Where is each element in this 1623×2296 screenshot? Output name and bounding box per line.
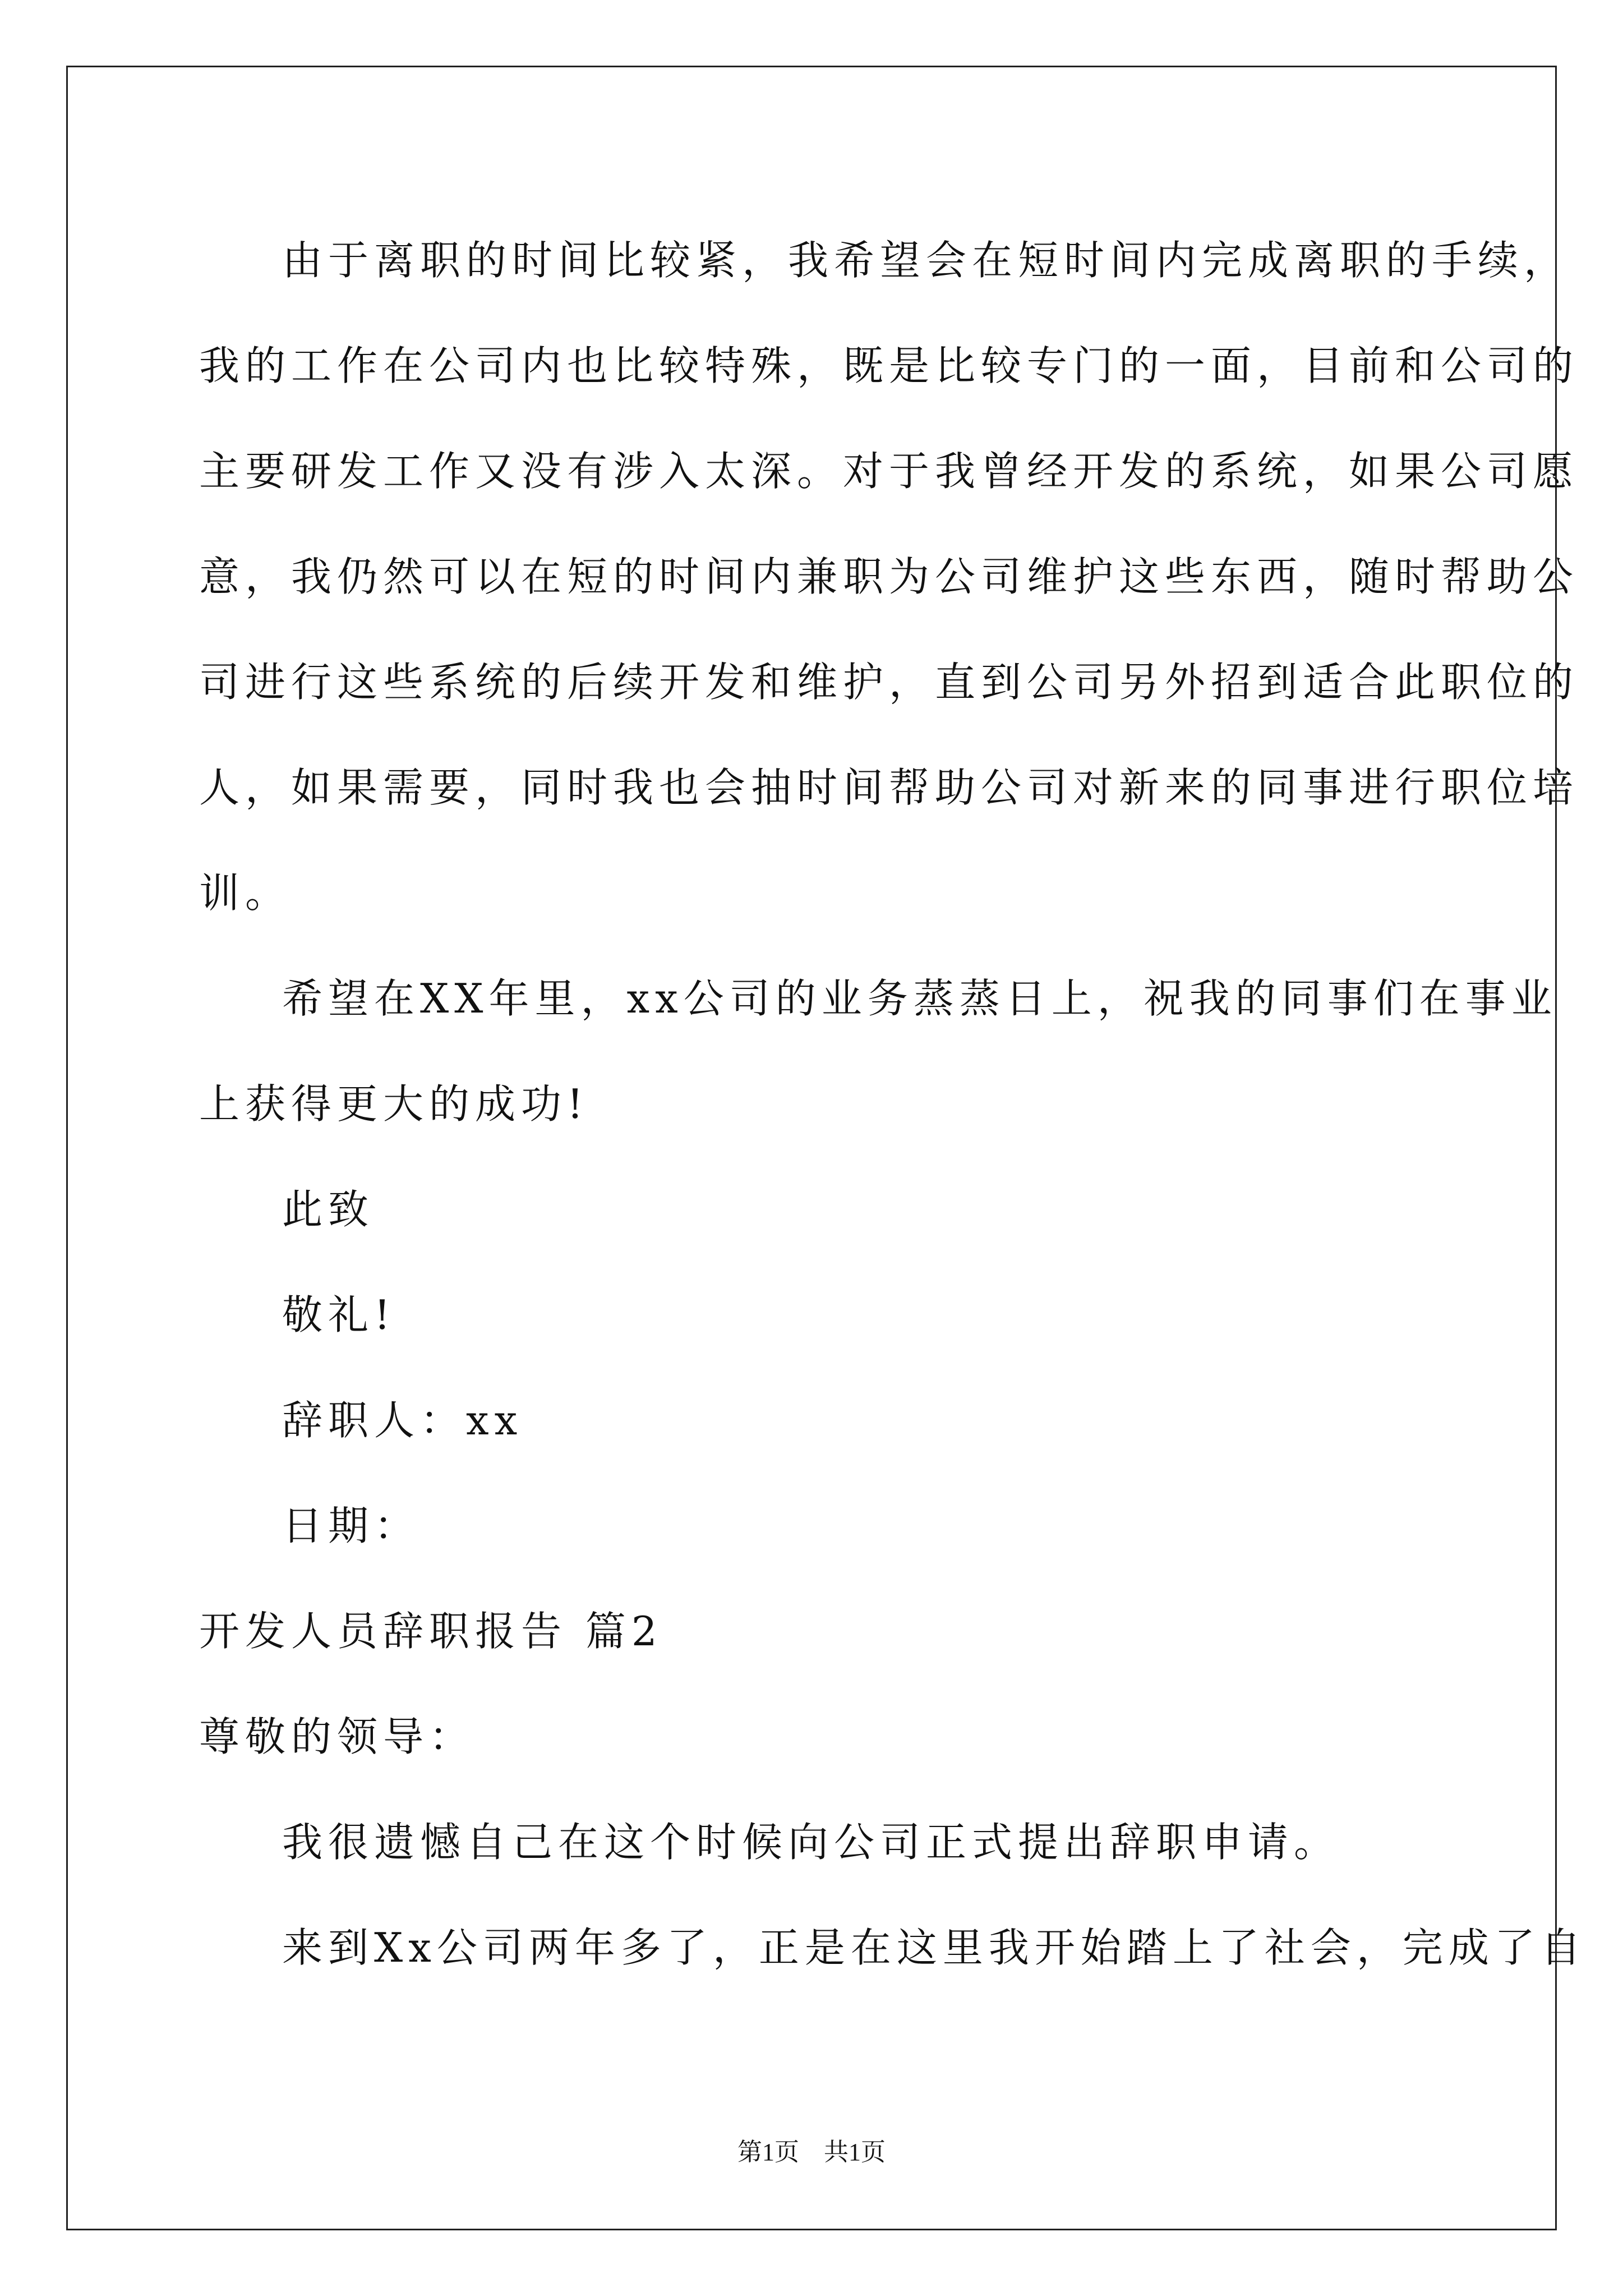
paragraph-line: 我的工作在公司内也比较特殊，既是比较专门的一面，目前和公司的 [199, 342, 1579, 389]
section-heading: 开发人员辞职报告 篇2 [199, 1608, 663, 1655]
signature-line: 辞职人：xx [282, 1397, 523, 1444]
date-line: 日期： [282, 1502, 421, 1549]
paragraph-line: 意，我仍然可以在短的时间内兼职为公司维护这些东西，随时帮助公 [199, 553, 1579, 600]
paragraph-line: 由于离职的时间比较紧，我希望会在短时间内完成离职的手续， [282, 237, 1570, 284]
document-body [199, 208, 1587, 2000]
closing-regards: 敬礼! [282, 1291, 396, 1338]
paragraph-line: 主要研发工作又没有涉入太深。对于我曾经开发的系统，如果公司愿 [199, 448, 1579, 495]
paragraph-line: 人，如果需要，同时我也会抽时间帮助公司对新来的同事进行职位培 [199, 764, 1579, 811]
paragraph-line: 来到Xx公司两年多了，正是在这里我开始踏上了社会，完成了自 [282, 1924, 1587, 1971]
greeting-line: 尊敬的领导： [199, 1713, 476, 1760]
closing-salutation: 此致 [282, 1186, 375, 1233]
paragraph-line: 上获得更大的成功! [199, 1080, 589, 1128]
paragraph-line: 司进行这些系统的后续开发和维护，直到公司另外招到适合此职位的 [199, 659, 1579, 706]
paragraph-line: 训。 [199, 869, 292, 917]
paragraph-line: 希望在XX年里，xx公司的业务蒸蒸日上，祝我的同事们在事业 [282, 975, 1557, 1022]
paragraph-line: 我很遗憾自己在这个时候向公司正式提出辞职申请。 [282, 1819, 1340, 1866]
page-footer: 第1页 共1页 [737, 2138, 886, 2166]
